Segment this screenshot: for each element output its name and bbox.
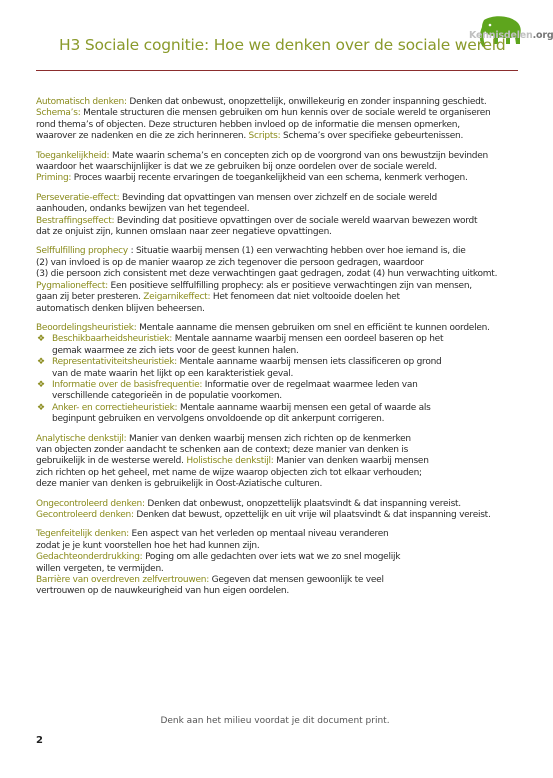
text-line: [36, 575, 518, 586]
definition-paragraph: [36, 97, 518, 143]
term-label: Scripts:: [245, 131, 281, 142]
text-line: [36, 131, 518, 142]
term-label: Automatisch denken:: [36, 97, 127, 107]
text-line: [36, 97, 518, 108]
text-line: [36, 434, 518, 445]
term-label: Barrière van overdreven zelfvertrouwen:: [36, 575, 209, 586]
text-line: [36, 204, 518, 215]
definition-paragraph: [36, 323, 518, 426]
definition-paragraph: [36, 246, 518, 314]
definition-text: Mentale aanname waarbij mensen een getal of waarde als: [177, 402, 431, 413]
definition-text: willen vergeten, te vermijden.: [36, 563, 164, 574]
definition-text: aanhouden, ondanks bewijzen van het tegendeel.: [36, 204, 250, 215]
page-title: H3 Sociale cognitie: Hoe we denken over de sociale wereld: [59, 36, 506, 54]
logo-name: Kennisdelen: [469, 30, 533, 41]
definition-text: verschillende categorieën in de populatie voorkomen.: [52, 391, 282, 402]
definition-paragraph: [36, 499, 518, 522]
text-line: [36, 108, 518, 119]
term-label: Perseveratie-effect:: [36, 192, 120, 203]
text-line: [52, 357, 518, 368]
definition-text: Gegeven dat mensen gewoonlijk te veel: [209, 575, 384, 586]
term-label: Pygmalioneffect:: [36, 280, 108, 291]
definition-paragraph: [36, 434, 518, 491]
text-line: [36, 304, 518, 315]
term-label: Analytische denkstijl:: [36, 433, 127, 444]
logo-tld: .org: [532, 30, 553, 41]
term-label: Zeigarnikeffect:: [143, 292, 211, 303]
definition-text: Proces waarbij recente ervaringen de toegankelijkheid van een schema, kenmerk verhogen.: [71, 173, 468, 184]
definition-text: Mentale aanname die mensen gebruiken om snel en efficiënt te kunnen oordelen.: [136, 322, 490, 333]
text-line: [36, 292, 518, 303]
page-number: 2: [36, 735, 43, 746]
definition-text: Mentale aanname waarbij mensen iets classificeren op grond: [176, 357, 442, 368]
text-line: [52, 369, 518, 380]
text-line: [36, 529, 518, 540]
definition-text: waardoor het waarschijnlijker is dat we ze gebruiken bij onze oordelen over de sociale wereld.: [36, 162, 437, 173]
term-label: Bestraffingseffect:: [36, 215, 115, 226]
term-label: Gedachteonderdrukking:: [36, 552, 143, 563]
text-line: [36, 479, 518, 490]
list-item: [36, 380, 518, 403]
text-line: [52, 346, 518, 357]
definition-text: (2) van invloed is op de manier waarop ze zich tegenover die persoon gedragen, waardoor: [36, 257, 424, 268]
term-label: Priming:: [36, 173, 72, 184]
definition-text: : Situatie waarbij mensen (1) een verwachting hebben over hoe iemand is, die: [127, 246, 466, 257]
diamond-bullet-icon: ❖: [37, 379, 45, 390]
definition-text: Het fenomeen dat niet voltooide doelen het: [210, 292, 400, 303]
definition-text: zodat je je kunt voorstellen hoe het had kunnen zijn.: [36, 540, 260, 551]
definition-text: dat ze onjuist zijn, kunnen omslaan naar zeer negatieve opvattingen.: [36, 227, 332, 238]
definition-text: Een positieve selffulfilling prophecy: als er positieve verwachtingen zijn van mensen,: [107, 280, 472, 291]
term-label: Tegenfeitelijk denken:: [36, 529, 129, 540]
text-line: [36, 510, 518, 521]
definition-text: Een aspect van het verleden op mentaal niveau veranderen: [128, 529, 389, 540]
term-label: Beoordelingsheuristiek:: [36, 322, 137, 333]
text-line: [36, 173, 518, 184]
definition-text: gemak waarmee ze zich iets voor de geest kunnen halen.: [52, 345, 299, 356]
text-line: [52, 403, 518, 414]
definition-text: Bevinding dat opvattingen van mensen over zichzelf en de sociale wereld: [119, 192, 437, 203]
term-label: Anker- en correctieheuristiek:: [52, 402, 178, 413]
text-line: [36, 586, 518, 597]
text-line: [36, 564, 518, 575]
definition-text: vertrouwen op de nauwkeurigheid van hun eigen oordelen.: [36, 586, 289, 597]
definition-text: gaan zij beter presteren.: [36, 292, 144, 303]
definition-paragraph: [36, 193, 518, 239]
definition-text: Manier van denken waarbij mensen: [273, 456, 429, 467]
term-label: Gecontroleerd denken:: [36, 510, 134, 520]
text-line: [52, 334, 518, 345]
definition-text: Denken dat bewust, opzettelijk en uit vrije wil plaatsvindt & dat inspanning vereist.: [133, 510, 491, 520]
list-item: [36, 403, 518, 426]
text-line: [52, 414, 518, 425]
term-label: Representativiteitsheuristiek:: [52, 357, 177, 368]
term-label: Beschikbaarheidsheuristiek:: [52, 334, 173, 345]
definition-text: van objecten zonder aandacht te schenken aan de context; deze manier van denken is: [36, 444, 409, 455]
diamond-bullet-icon: ❖: [37, 357, 45, 368]
term-label: Schema’s:: [36, 108, 81, 119]
definition-text: rond thema’s of objecten. Deze structuren hebben invloed op de informatie die mensen opmerken,: [36, 119, 460, 130]
text-line: [36, 445, 518, 456]
text-line: [36, 216, 518, 227]
definition-text: gebruikelijk in de westerse wereld.: [36, 456, 187, 467]
definition-paragraph: [36, 151, 518, 185]
term-label: Holistische denkstijl:: [186, 456, 274, 467]
text-line: [36, 456, 518, 467]
text-line: [52, 380, 518, 391]
list-item: [36, 334, 518, 357]
text-line: [52, 391, 518, 402]
term-label: Informatie over de basisfrequentie:: [52, 379, 203, 390]
document-body: [36, 97, 518, 606]
definition-text: Mentale aanname waarbij mensen een oordeel baseren op het: [172, 334, 444, 345]
definition-text: van de mate waarin het lijkt op een karakteristiek geval.: [52, 368, 294, 379]
term-label: Ongecontroleerd denken:: [36, 498, 145, 509]
text-line: [36, 552, 518, 563]
text-line: [36, 258, 518, 269]
text-line: [36, 162, 518, 173]
definition-text: Poging om alle gedachten over iets wat we zo snel mogelijk: [142, 552, 401, 563]
definition-text: Informatie over de regelmaat waarmee leden van: [202, 379, 418, 390]
text-line: [36, 269, 518, 280]
definition-text: Mate waarin schema’s en concepten zich op de voorgrond van ons bewustzijn bevinden: [109, 150, 488, 161]
definition-text: deze manier van denken is gebruikelijk in Oost-Aziatische culturen.: [36, 479, 323, 490]
text-line: [36, 499, 518, 510]
text-line: [36, 323, 518, 334]
definition-text: Schema’s over specifieke gebeurtenissen.: [280, 131, 464, 142]
definition-text: automatisch denken blijven beheersen.: [36, 303, 205, 314]
definition-text: Denken dat onbewust, onopzettelijk, onwillekeurig en zonder inspanning geschiedt.: [126, 97, 487, 107]
diamond-bullet-icon: ❖: [37, 334, 45, 345]
definition-paragraph: [36, 529, 518, 597]
list-item: [36, 357, 518, 380]
diamond-bullet-icon: ❖: [37, 402, 45, 413]
definition-text: waarover ze nadenken en die ze zich herinneren.: [36, 131, 246, 142]
text-line: [36, 468, 518, 479]
heuristics-list: [36, 334, 518, 425]
text-line: [36, 151, 518, 162]
definition-text: Bevinding dat positieve opvattingen over de sociale wereld waarvan bewezen wordt: [114, 215, 478, 226]
footer-notice: Denk aan het milieu voordat je dit document print.: [160, 716, 390, 726]
text-line: [36, 541, 518, 552]
definition-text: Denken dat onbewust, onopzettelijk plaatsvindt & dat inspanning vereist.: [144, 498, 461, 509]
definition-text: Mentale structuren die mensen gebruiken om hun kennis over de sociale wereld te organiseren: [80, 108, 491, 119]
text-line: [36, 281, 518, 292]
definition-text: beginpunt gebruiken en vervolgens onvoldoende op dit ankerpunt corrigeren.: [52, 414, 385, 425]
definition-text: Manier van denken waarbij mensen zich richten op de kenmerken: [126, 433, 411, 444]
definition-text: zich richten op het geheel, met name de wijze waarop objecten zich tot elkaar verhouden;: [36, 467, 422, 478]
text-line: [36, 120, 518, 131]
text-line: [36, 246, 518, 257]
title-divider: [36, 70, 518, 71]
text-line: [36, 227, 518, 238]
text-line: [36, 193, 518, 204]
definition-text: (3) die persoon zich consistent met deze verwachtingen gaat gedragen, zodat (4) hun verwachting uitkomt.: [36, 269, 498, 280]
term-label: Toegankelijkheid:: [36, 150, 110, 161]
term-label: Selffulfilling prophecy: [36, 246, 128, 257]
